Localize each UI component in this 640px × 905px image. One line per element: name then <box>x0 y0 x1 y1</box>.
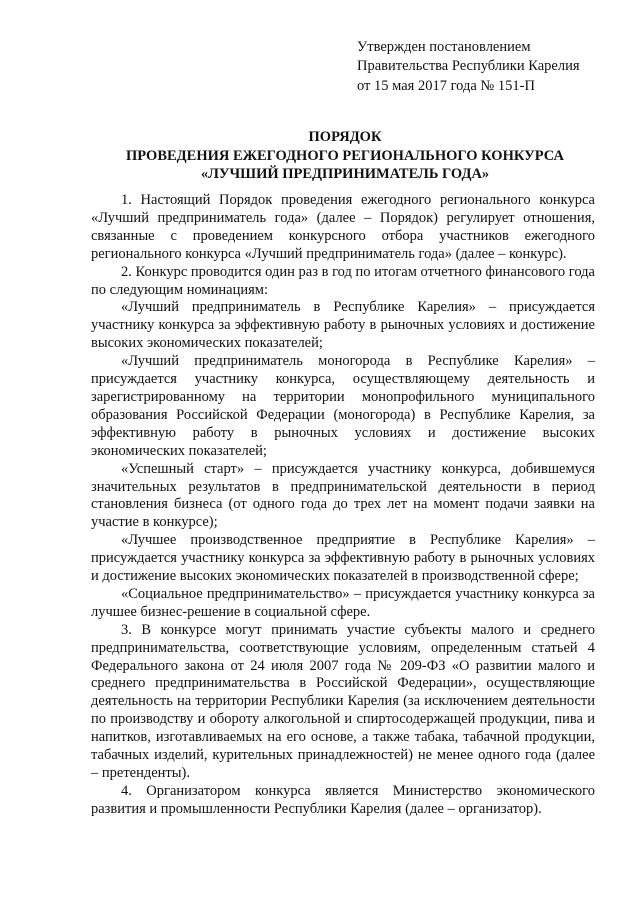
paragraph: «Лучший предприниматель в Республике Карелия» – присуждается участнику конкурса за эффективную работу в рыночных условиях и достижение высоких экономических показателей; <box>91 299 595 352</box>
title-line: ПОРЯДОК <box>308 129 382 145</box>
paragraph: 4. Организатором конкурса является Министерство экономического развития и промышленности Республики Карелия (далее – организатор). <box>91 782 595 817</box>
paragraph: 2. Конкурс проводится один раз в год по итогам отчетного финансового года по следующим номинациям: <box>91 263 595 298</box>
paragraph: «Лучшее производственное предприятие в Республике Карелия» – присуждается участнику конкурса за эффективную работу в рыночных условиях и достижение высоких экономических показателей в производственной сфере; <box>91 532 595 585</box>
title-line: «ЛУЧШИЙ ПРЕДПРИНИМАТЕЛЬ ГОДА» <box>200 166 490 182</box>
document-title <box>95 128 595 184</box>
paragraph: 3. В конкурсе могут принимать участие субъекты малого и среднего предпринимательства, соответствующие условиям, определенным статьей 4 Федерального закона от 24 июля 2007 года № 209-ФЗ «О развитии малого и среднего предпринимательства в Российской Федерации», осуществляющие деятельность на территории Республики Карелия (за исключением деятельности по производству и обороту алкогольной и спиртосодержащей продукции, пива и напитков, изготавливаемых на его основе, а также табака, табачной продукции, табачных изделий, курительных принадлежностей) не менее одного года (далее – претенденты). <box>91 621 595 781</box>
paragraph: «Успешный старт» – присуждается участнику конкурса, добившемуся значительных результатов в предпринимательской деятельности в период становления бизнеса (от одного года до трех лет на момент подачи заявки на участие в конкурсе); <box>91 460 595 531</box>
document-body <box>91 192 595 819</box>
approval-line: Правительства Республики Карелия <box>357 58 580 75</box>
approval-line: Утвержден постановлением <box>357 39 531 55</box>
paragraph: «Лучший предприниматель моногорода в Республике Карелия» – присуждается участнику конкурса, осуществляющему деятельность и зарегистрированному на территории монопрофильного муниципального образования Российской Федерации (моногорода) в Республике Карелия, за эффективную работу в рыночных условиях и достижение высоких экономических показателей; <box>91 353 595 459</box>
approval-line: от 15 мая 2017 года № 151-П <box>357 77 535 94</box>
approval-stamp <box>357 38 580 96</box>
paragraph: «Социальное предпринимательство» – присуждается участнику конкурса за лучшее бизнес-решение в социальной сфере. <box>91 585 595 620</box>
paragraph: 1. Настоящий Порядок проведения ежегодного регионального конкурса «Лучший предприниматель года» (далее – Порядок) регулирует отношения, связанные с проведением конкурсного отбора участников ежегодного регионального конкурса «Лучший предприниматель года» (далее – конкурс). <box>91 192 595 262</box>
title-line: ПРОВЕДЕНИЯ ЕЖЕГОДНОГО РЕГИОНАЛЬНОГО КОНКУРСА <box>126 147 564 164</box>
